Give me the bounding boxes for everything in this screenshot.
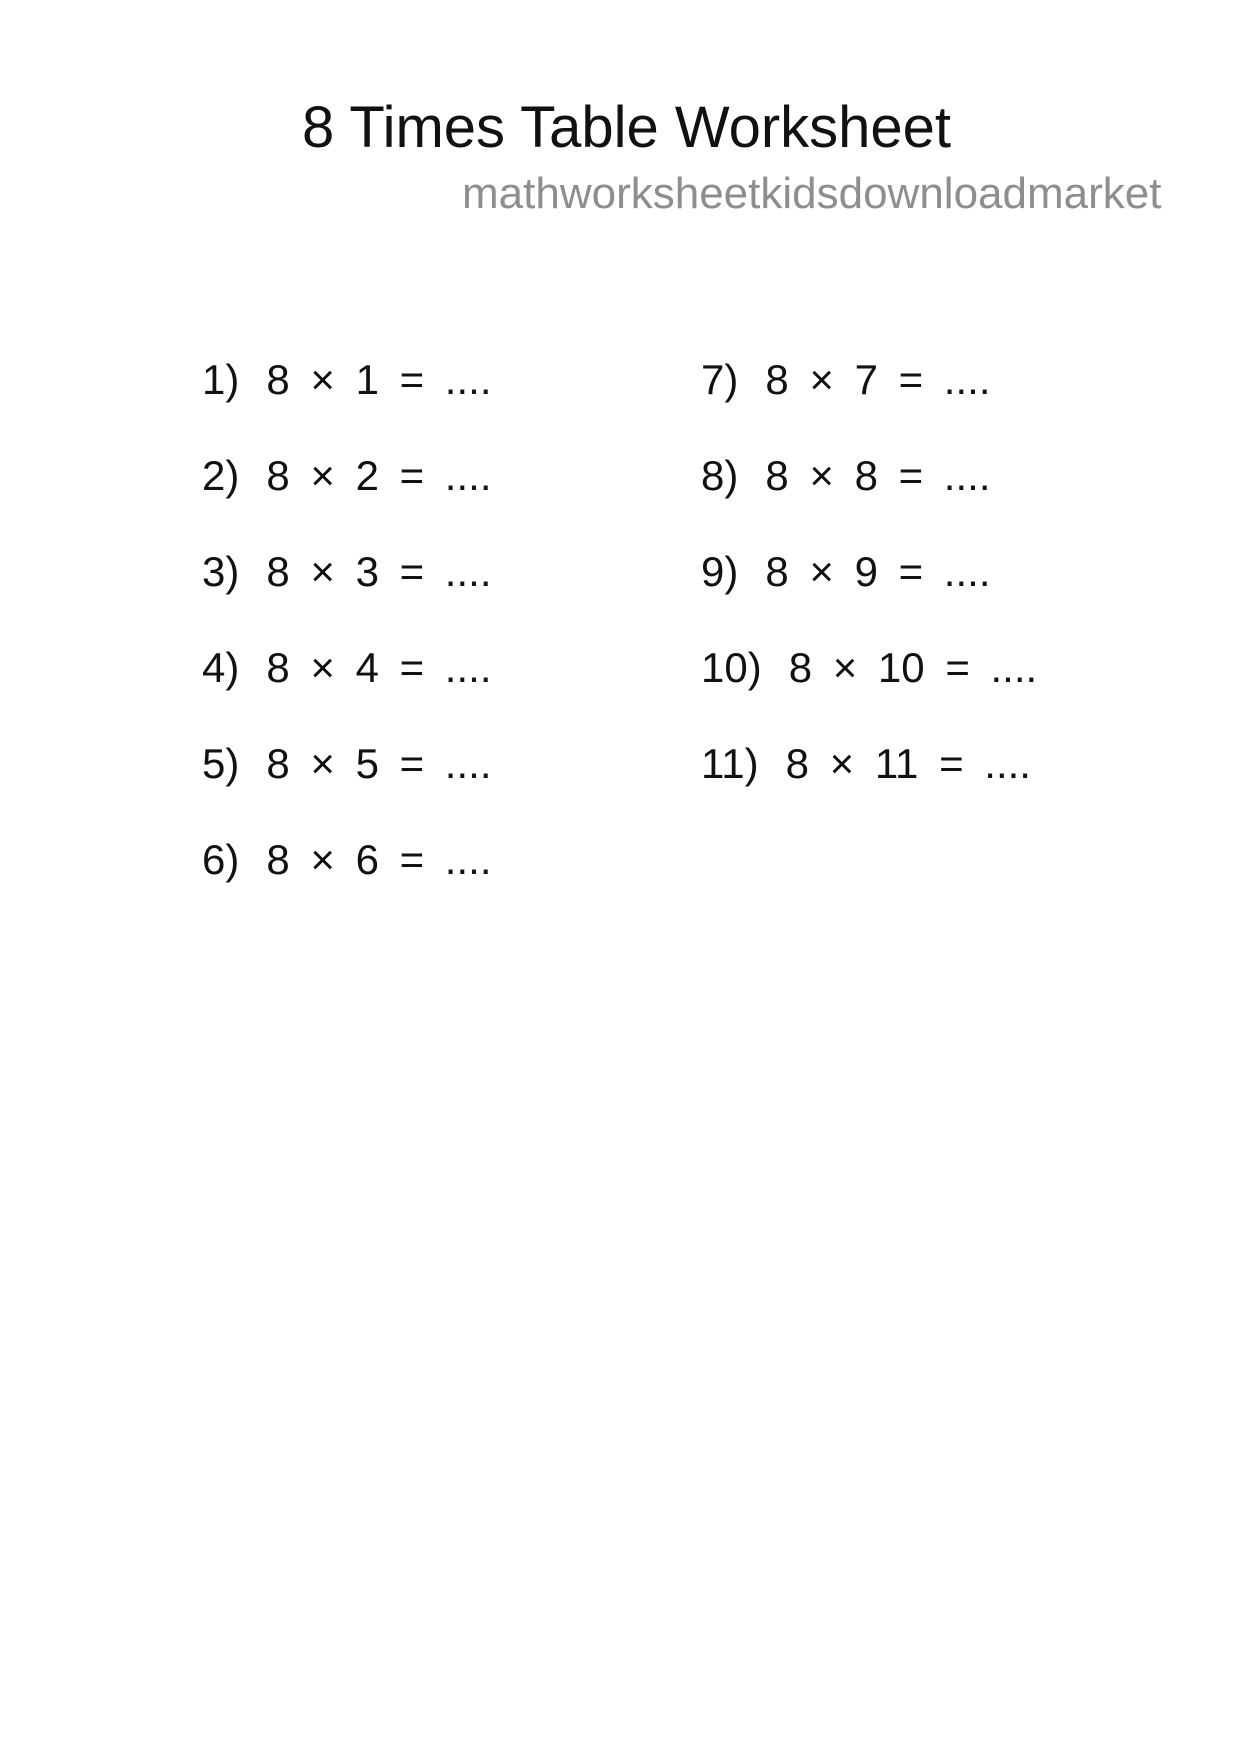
problem-item xyxy=(701,620,1037,716)
problem-expression: 8 × 5 = .... xyxy=(266,740,492,787)
problem-item xyxy=(701,716,1037,812)
problem-item xyxy=(202,428,491,524)
problem-number: 9) xyxy=(701,548,739,595)
problem-number: 1) xyxy=(202,356,240,403)
worksheet-title: 8 Times Table Worksheet xyxy=(302,95,952,160)
watermark-text: mathworksheetkidsdownloadmarket xyxy=(462,169,1162,218)
problem-item xyxy=(701,332,1037,428)
problem-item xyxy=(701,428,1037,524)
problem-number: 10) xyxy=(701,644,762,691)
problem-expression: 8 × 1 = .... xyxy=(266,356,492,403)
problem-item xyxy=(202,332,491,428)
problem-item xyxy=(701,524,1037,620)
problem-item xyxy=(202,812,491,908)
problem-expression: 8 × 10 = .... xyxy=(788,644,1038,691)
problem-number: 3) xyxy=(202,548,240,595)
problem-expression: 8 × 3 = .... xyxy=(266,548,492,595)
problem-number: 8) xyxy=(701,452,739,499)
problem-item xyxy=(202,620,491,716)
problem-expression: 8 × 4 = .... xyxy=(266,644,492,691)
problem-expression: 8 × 9 = .... xyxy=(765,548,991,595)
problem-number: 6) xyxy=(202,836,240,883)
problem-expression: 8 × 8 = .... xyxy=(765,452,991,499)
problem-number: 5) xyxy=(202,740,240,787)
problems-column-right xyxy=(701,332,1037,812)
problem-expression: 8 × 2 = .... xyxy=(266,452,492,499)
problem-item xyxy=(202,524,491,620)
problem-item xyxy=(202,716,491,812)
problems-column-left xyxy=(202,332,491,908)
problem-expression: 8 × 11 = .... xyxy=(785,740,1031,787)
problem-expression: 8 × 6 = .... xyxy=(266,836,492,883)
problem-number: 4) xyxy=(202,644,240,691)
problem-expression: 8 × 7 = .... xyxy=(765,356,991,403)
problem-number: 2) xyxy=(202,452,240,499)
problem-number: 7) xyxy=(701,356,739,403)
problem-number: 11) xyxy=(701,740,759,787)
